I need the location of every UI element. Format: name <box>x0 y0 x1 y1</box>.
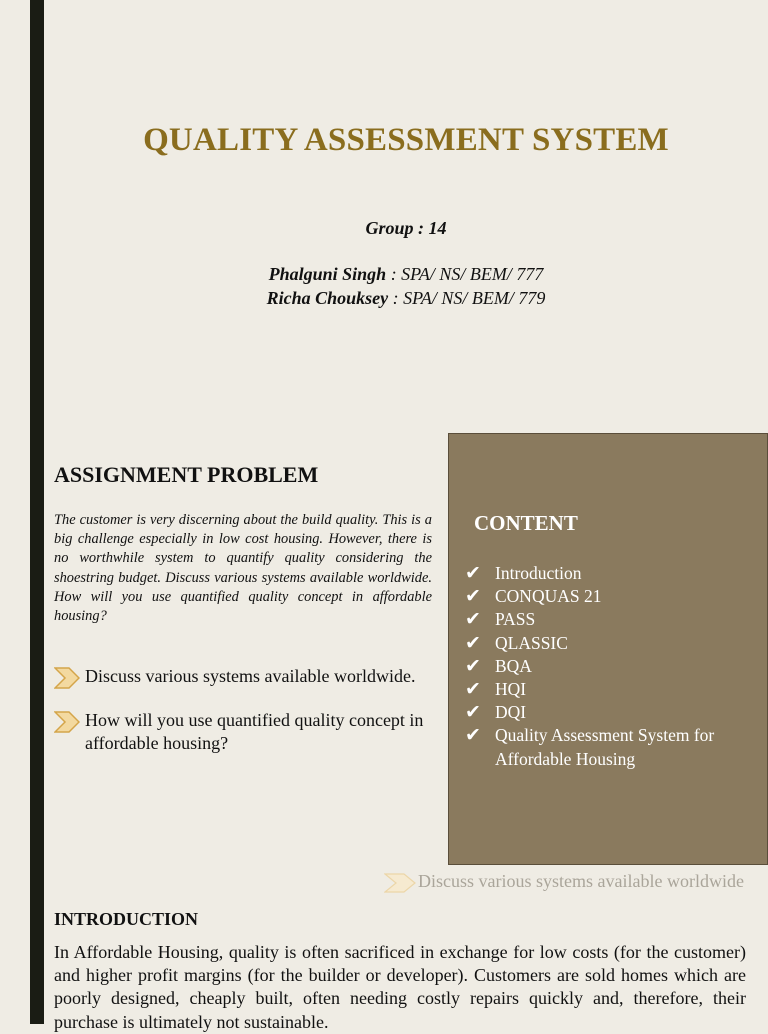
checkmark-icon: ✔ <box>465 609 481 631</box>
content-item-hqi: ✔ HQI <box>465 679 527 701</box>
member-id: : SPA/ NS/ BEM/ 777 <box>386 264 544 284</box>
content-item-qas-affordable: ✔ Quality Assessment System for Affordable Housing <box>465 725 715 769</box>
member-1 <box>44 264 768 285</box>
content-item-introduction: ✔ Introduction <box>465 563 582 584</box>
content-item-pass: ✔ PASS <box>465 609 536 631</box>
chevron-icon <box>54 667 80 695</box>
member-2 <box>44 288 768 309</box>
content-item-bqa: ✔ BQA <box>465 655 532 677</box>
content-list <box>465 562 735 771</box>
introduction-text: In Affordable Housing, quality is often sacrificed in exchange for low costs (for the customer) and higher profit margins (for the builder or developer). Customers are sold homes which are poorly designed, cheaply built, often needing costly repairs quickly and, therefore, their purchase is ultimately not sustainable. <box>54 942 746 1032</box>
content-heading: CONTENT <box>474 511 578 535</box>
member-name: Phalguni Singh <box>268 264 387 284</box>
checkmark-icon: ✔ <box>465 655 481 677</box>
member-id: : SPA/ NS/ BEM/ 779 <box>388 288 546 308</box>
page-title: QUALITY ASSESSMENT SYSTEM <box>143 122 669 158</box>
group-label: Group : 14 <box>365 218 447 238</box>
checkmark-icon: ✔ <box>465 679 481 701</box>
faded-bullet-text: Discuss various systems available worldwide <box>418 871 744 891</box>
bullet-text: Discuss various systems available worldwide. <box>85 666 416 686</box>
content-item-qlassic: ✔ QLASSIC <box>465 632 568 654</box>
checkmark-icon: ✔ <box>465 632 481 654</box>
bullet-text: How will you use quantified quality concept in affordable housing? <box>85 710 424 753</box>
left-accent-bar <box>30 0 44 1024</box>
checkmark-icon: ✔ <box>465 563 481 584</box>
chevron-icon <box>384 873 416 898</box>
content-item-conquas: ✔ CONQUAS 21 <box>465 586 602 608</box>
checkmark-icon: ✔ <box>465 586 481 608</box>
member-name: Richa Chouksey <box>266 288 389 308</box>
checkmark-icon: ✔ <box>465 702 481 724</box>
content-item-dqi: ✔ DQI <box>465 702 527 724</box>
checkmark-icon: ✔ <box>465 725 481 747</box>
assignment-problem-text: The customer is very discerning about the build quality. This is a big challenge especially in low cost housing. However, there is no worthwhile system to quantify quality considering the shoestring budget. Discuss various systems available worldwide. How will you use quantified quality concept in affordable housing? <box>54 512 432 625</box>
chevron-icon <box>54 711 80 739</box>
introduction-heading: INTRODUCTION <box>54 909 199 929</box>
content-panel <box>448 433 768 865</box>
assignment-heading: ASSIGNMENT PROBLEM <box>54 462 319 487</box>
